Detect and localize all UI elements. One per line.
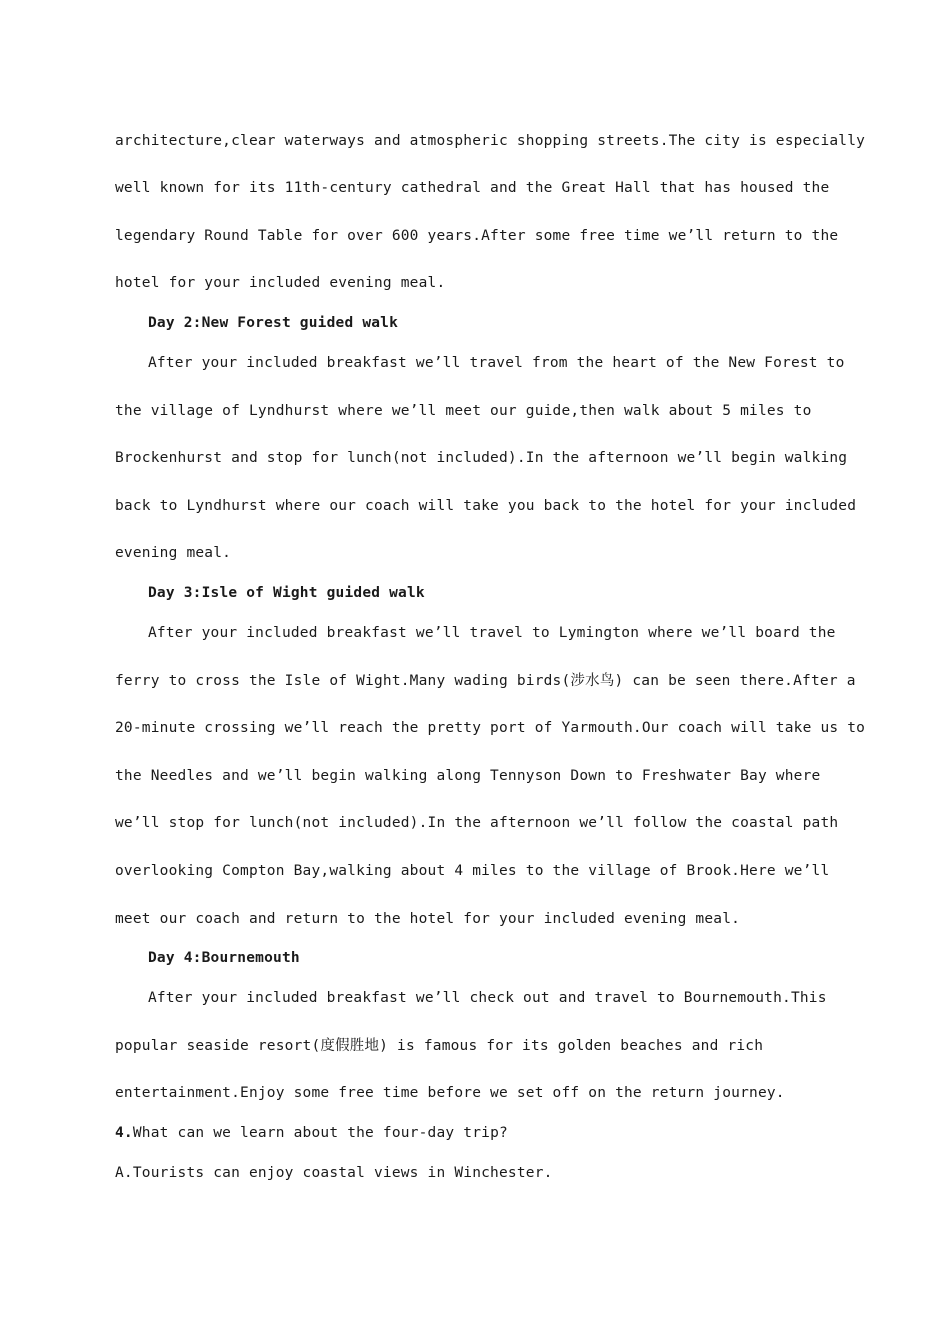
day4-line-1: After your included breakfast we’ll check out and travel to Bournemouth.This bbox=[148, 990, 827, 1006]
intro-line-2: well known for its 11th-century cathedral and the Great Hall that has housed the bbox=[115, 180, 830, 196]
day3-line-3: 20-minute crossing we’ll reach the pretty port of Yarmouth.Our coach will take us to bbox=[115, 720, 866, 736]
intro-line-3: legendary Round Table for over 600 years.After some free time we’ll return to the bbox=[115, 228, 839, 244]
day3-line-2: ferry to cross the Isle of Wight.Many wading birds(涉水鸟) can be seen there.After a bbox=[115, 673, 856, 689]
day3-line-1: After your included breakfast we’ll travel to Lymington where we’ll board the bbox=[148, 625, 836, 641]
day4-heading: Day 4:Bournemouth bbox=[148, 950, 300, 966]
day2-heading: Day 2:New Forest guided walk bbox=[148, 315, 399, 331]
question-number: 4. bbox=[115, 1125, 133, 1141]
day2-line-4: back to Lyndhurst where our coach will take you back to the hotel for your included bbox=[115, 498, 857, 514]
day3-line-5: we’ll stop for lunch(not included).In the afternoon we’ll follow the coastal path bbox=[115, 815, 839, 831]
day2-line-5: evening meal. bbox=[115, 545, 232, 561]
day3-line-7: meet our coach and return to the hotel for your included evening meal. bbox=[115, 911, 741, 927]
question-text: What can we learn about the four-day trip? bbox=[132, 1125, 508, 1141]
intro-line-4: hotel for your included evening meal. bbox=[115, 275, 446, 291]
day3-heading: Day 3:Isle of Wight guided walk bbox=[148, 585, 425, 601]
day2-line-1: After your included breakfast we’ll travel from the heart of the New Forest to bbox=[148, 355, 845, 371]
day3-line-6: overlooking Compton Bay,walking about 4 miles to the village of Brook.Here we’ll bbox=[115, 863, 830, 879]
day2-line-3: Brockenhurst and stop for lunch(not included).In the afternoon we’ll begin walking bbox=[115, 450, 848, 466]
day4-line-2: popular seaside resort(度假胜地) is famous for its golden beaches and rich bbox=[115, 1038, 764, 1054]
intro-line-1: architecture,clear waterways and atmospheric shopping streets.The city is especially bbox=[115, 133, 866, 149]
day2-line-2: the village of Lyndhurst where we’ll meet our guide,then walk about 5 miles to bbox=[115, 403, 812, 419]
day4-line-3: entertainment.Enjoy some free time before we set off on the return journey. bbox=[115, 1085, 785, 1101]
option-a: A.Tourists can enjoy coastal views in Winchester. bbox=[115, 1165, 553, 1181]
question-4 bbox=[115, 1123, 508, 1143]
day3-line-4: the Needles and we’ll begin walking along Tennyson Down to Freshwater Bay where bbox=[115, 768, 821, 784]
